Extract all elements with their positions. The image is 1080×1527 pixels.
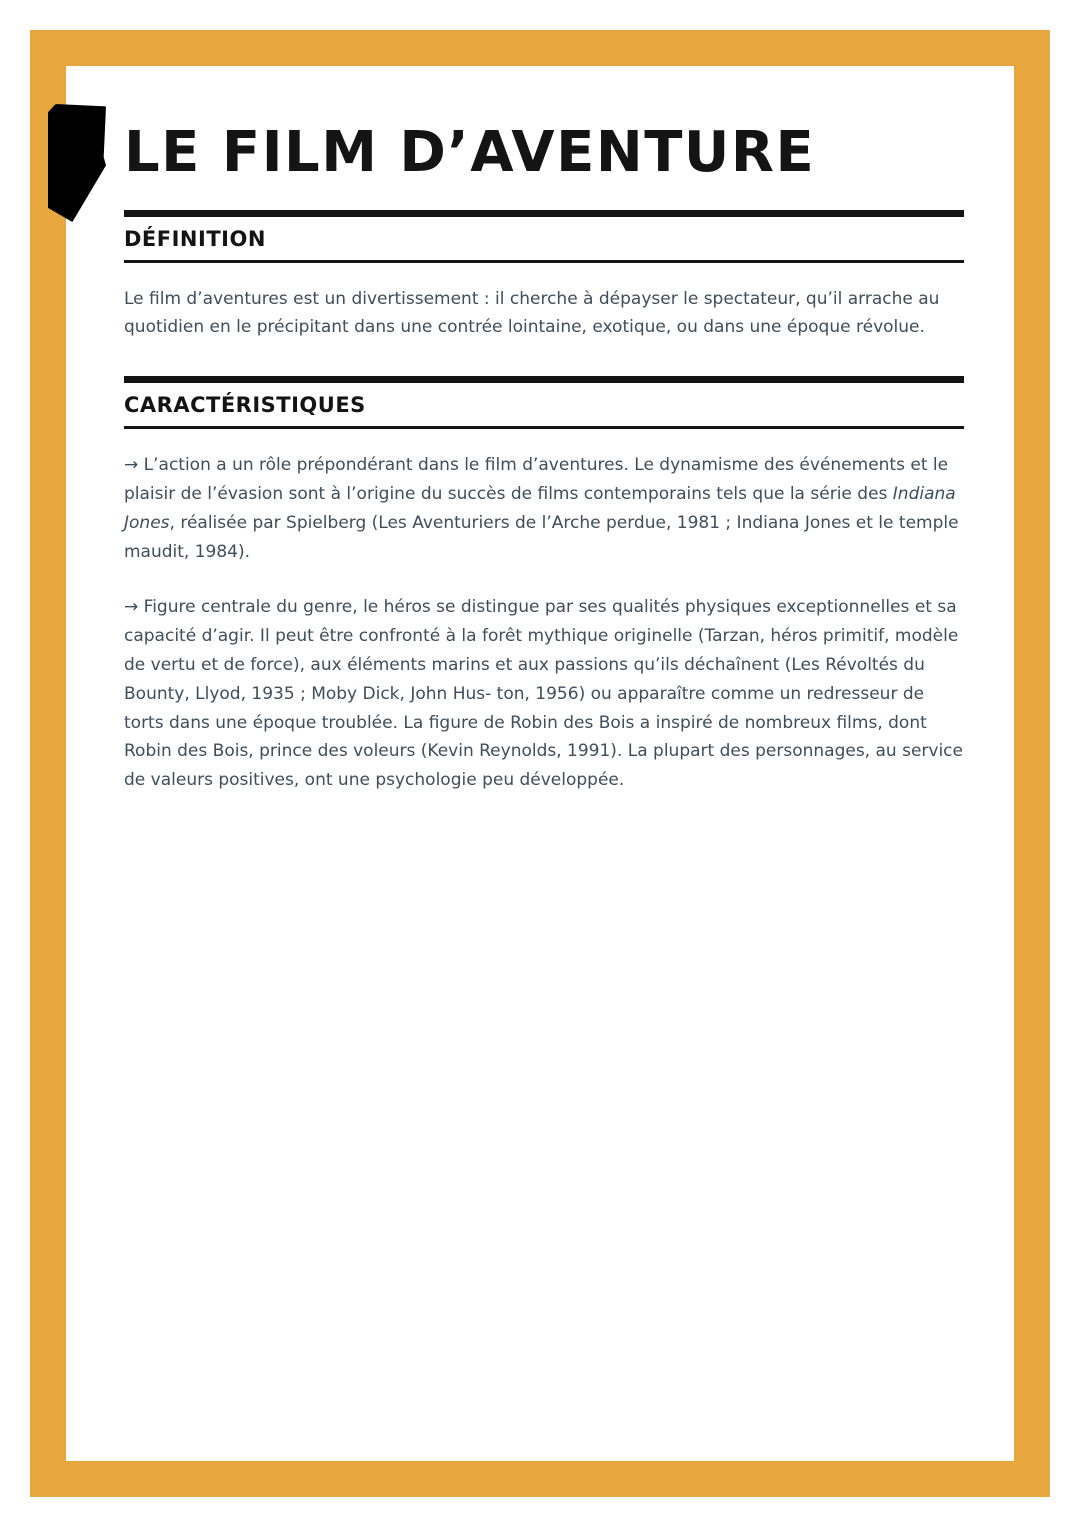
caracteristiques-heading-rule <box>124 426 964 429</box>
page-border-frame <box>30 30 1050 1497</box>
caracteristiques-paragraph-2: → Figure centrale du genre, le héros se distingue par ses qualités physiques exceptionnelles et sa capacité d’agir. Il peut être confronté à la forêt mythique originelle (Tarzan, héros primitif, modèle de vertu et de force), aux éléments marins et aux passions qu’ils déchaînent (Les Révoltés du Bounty, Llyod, 1935 ; Moby Dick, John Hus- ton, 1956) ou apparaître comme un redresseur de torts dans une époque troublée. La figure de Robin des Bois a inspiré de nombreux films, dont Robin des Bois, prince des voleurs (Kevin Reynolds, 1991). La plupart des personnages, au service de valeurs positives, ont une psychologie peu développée. <box>124 596 963 791</box>
section-caracteristiques <box>124 376 964 795</box>
definition-heading-rule <box>124 260 964 263</box>
caracteristiques-top-rule <box>124 376 964 383</box>
caracteristiques-heading: CARACTÉRISTIQUES <box>124 393 366 418</box>
paragraph-text: , réalisée par Spielberg (Les Aventuriers de l’Arche perdue, 1981 ; Indiana Jones et le temple maudit, 1984). <box>124 513 959 563</box>
bookmark-icon <box>48 104 106 222</box>
page <box>66 66 1014 1461</box>
definition-paragraph: Le film d’aventures est un divertissement : il cherche à dépayser le spectateur, qu’il arrache au quotidien en le précipitant dans une contrée lointaine, exotique, ou dans une époque révolue. <box>124 288 940 338</box>
section-definition <box>124 210 964 343</box>
page-content <box>124 122 964 795</box>
caracteristiques-paragraph-1 <box>124 451 964 567</box>
page-title: LE FILM D’AVENTURE <box>124 120 816 185</box>
definition-top-rule <box>124 210 964 217</box>
film-series-title: Indiana Jones <box>124 484 956 534</box>
paragraph-text: → L’action a un rôle prépondérant dans le film d’aventures. Le dynamisme des événements et le plaisir de l’évasion sont à l’origine du succès de films contemporains tels que la série des <box>124 455 949 505</box>
definition-heading: DÉFINITION <box>124 226 266 251</box>
